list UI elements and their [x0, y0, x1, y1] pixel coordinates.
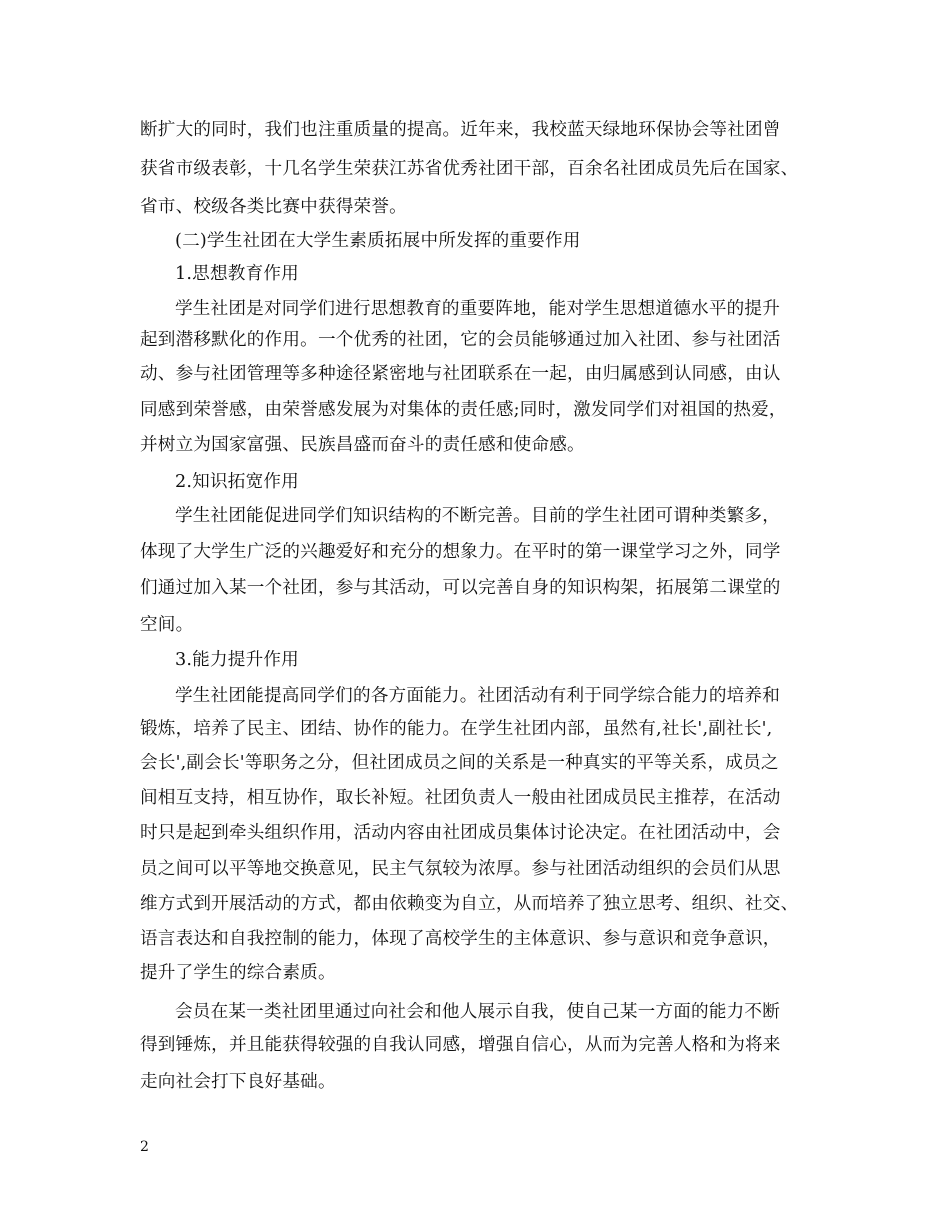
paragraph-line: 会长',副会长'等职务之分，但社团成员之间的关系是一种真实的平等关系，成员之 [140, 753, 779, 773]
paragraph-line: 学生社团是对同学们进行思想教育的重要阵地，能对学生思想道德水平的提升 [175, 299, 780, 319]
paragraph-line: 语言表达和自我控制的能力，体现了高校学生的主体意识、参与意识和竞争意识， [140, 929, 781, 949]
paragraph-line: 们通过加入某一个社团，参与其活动，可以完善自身的知识构架，拓展第二课堂的 [140, 578, 781, 598]
paragraph-line: 提升了学生的综合素质。 [140, 963, 336, 983]
paragraph-line: 间相互支持，相互协作，取长补短。社团负责人一般由社团成员民主推荐，在活动 [140, 788, 781, 808]
page-number: 2 [140, 1139, 149, 1155]
paragraph-line: 得到锤炼，并且能获得较强的自我认同感，增强自信心，从而为完善人格和为将来 [140, 1035, 781, 1055]
section-heading: (二)学生社团在大学生素质拓展中所发挥的重要作用 [175, 231, 581, 251]
paragraph-line: 同感到荣誉感，由荣誉感发展为对集体的责任感;同时，激发同学们对祖国的热爱， [140, 400, 787, 420]
paragraph-line: 走向社会打下良好基础。 [140, 1072, 336, 1092]
subsection-heading: 1.思想教育作用 [175, 264, 299, 284]
paragraph-line: 省市、校级各类比赛中获得荣誉。 [140, 197, 407, 217]
paragraph-line: 会员在某一类社团里通过向社会和他人展示自我，使自己某一方面的能力不断 [175, 1002, 780, 1022]
paragraph-line: 学生社团能促进同学们知识结构的不断完善。目前的学生社团可谓种类繁多， [175, 506, 780, 526]
paragraph-line: 并树立为国家富强、民族昌盛而奋斗的责任感和使命感。 [140, 435, 585, 455]
paragraph-line: 起到潜移默化的作用。一个优秀的社团，它的会员能够通过加入社团、参与社团活 [140, 330, 781, 350]
paragraph-line: 断扩大的同时，我们也注重质量的提高。近年来，我校蓝天绿地环保协会等社团曾 [140, 120, 781, 140]
paragraph-line: 获省市级表彰，十几名学生荣获江苏省优秀社团干部，百余名社团成员先后在国家、 [140, 159, 799, 179]
paragraph-line: 时只是起到牵头组织作用，活动内容由社团成员集体讨论决定。在社团活动中，会 [140, 823, 781, 843]
paragraph-line: 体现了大学生广泛的兴趣爱好和充分的想象力。在平时的第一课堂学习之外，同学 [140, 542, 781, 562]
subsection-heading: 3.能力提升作用 [175, 650, 299, 670]
subsection-heading: 2.知识拓宽作用 [175, 472, 299, 492]
paragraph-line: 锻炼，培养了民主、团结、协作的能力。在学生社团内部，虽然有,社长',副社长', [140, 719, 773, 739]
paragraph-line: 学生社团能提高同学们的各方面能力。社团活动有利于同学综合能力的培养和 [175, 686, 780, 706]
paragraph-line: 维方式到开展活动的方式，都由依赖变为自立，从而培养了独立思考、组织、社交、 [140, 894, 799, 914]
paragraph-line: 员之间可以平等地交换意见，民主气氛较为浓厚。参与社团活动组织的会员们从思 [140, 859, 781, 879]
paragraph-line: 空间。 [140, 615, 194, 635]
paragraph-line: 动、参与社团管理等多种途径紧密地与社团联系在一起，由归属感到认同感，由认 [140, 364, 781, 384]
